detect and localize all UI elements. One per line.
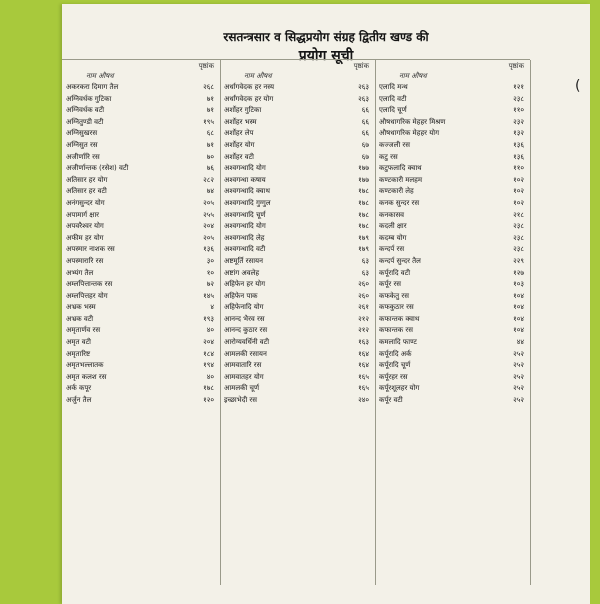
entry-name: कज्जली रस	[379, 140, 410, 149]
entry-page: १४५	[203, 291, 214, 300]
index-entry	[220, 279, 375, 291]
index-entry	[375, 82, 530, 94]
page-header: पृष्ठांक	[508, 62, 524, 70]
entry-page: १७८	[203, 384, 214, 393]
entry-name: कमलादि फाण्ट	[379, 338, 417, 347]
index-column	[220, 82, 375, 582]
index-entry	[220, 117, 375, 129]
entry-page: १७७	[358, 175, 369, 184]
entry-name: अकरकरा दिमाग तैल	[66, 83, 119, 91]
index-entry	[375, 140, 530, 152]
index-entry	[220, 140, 375, 152]
index-entry	[220, 128, 375, 140]
entry-name: अर्शोहर भस्म	[224, 117, 257, 126]
entry-name: कर्पूरादि वटी	[379, 268, 411, 277]
entry-name: अतिसार हर योग	[66, 175, 108, 184]
entry-page: २६३	[358, 83, 369, 91]
index-entry	[375, 314, 530, 326]
entry-page: १९५	[203, 117, 214, 126]
index-entry	[62, 140, 220, 152]
entry-page: ७०	[206, 152, 214, 161]
entry-name: अर्जुन तैल	[66, 396, 92, 405]
entry-name: आमवातहर योग	[224, 372, 264, 381]
entry-name: अभ्रक भस्म	[66, 303, 96, 312]
index-entry	[375, 221, 530, 233]
index-entry	[62, 337, 220, 349]
entry-page: १६५	[358, 372, 369, 381]
entry-name: कफकेतु रस	[379, 291, 409, 300]
index-column	[375, 82, 530, 582]
entry-page: २५२	[513, 361, 524, 370]
page-header: पृष्ठांक	[353, 62, 369, 70]
entry-name: कर्पूरादि चूर्ण	[379, 361, 411, 370]
index-entry	[375, 337, 530, 349]
entry-page: १२०	[203, 396, 214, 405]
index-entry	[62, 163, 220, 175]
entry-page: ६८	[206, 129, 214, 138]
index-entry	[220, 349, 375, 361]
entry-name: अभ्यंग तैल	[66, 268, 94, 277]
entry-page: १६३	[358, 338, 369, 347]
entry-page: २६३	[358, 94, 369, 103]
entry-page: २३८	[513, 94, 524, 103]
entry-name: अपस्मारारि रस	[66, 256, 104, 265]
entry-name: कटु रस	[379, 152, 398, 161]
index-column	[62, 82, 220, 582]
entry-name: कण्टकारी मलहम	[379, 175, 423, 184]
entry-page: २०५	[203, 233, 214, 242]
entry-name: अश्वगन्धादि योग	[224, 164, 266, 173]
entry-name: अजीर्णारि रस	[66, 152, 100, 161]
entry-name: अर्शोहर वटी	[224, 152, 254, 161]
entry-name: अश्वगन्धादि योग	[224, 222, 266, 231]
entry-name: अपस्मार नाशक रस	[66, 245, 115, 254]
index-entry	[62, 152, 220, 164]
index-entry	[220, 82, 375, 94]
entry-page: २१८	[513, 210, 524, 219]
index-entry	[375, 233, 530, 245]
entry-page: २०४	[203, 338, 214, 347]
entry-page: ७१	[206, 106, 214, 115]
entry-name: अपवरैश्वर योग	[66, 222, 104, 231]
entry-name: कनक सुन्दर रस	[379, 198, 420, 207]
index-entry	[62, 186, 220, 198]
index-entry	[220, 94, 375, 106]
entry-page: १७८	[358, 198, 369, 207]
index-entry	[62, 256, 220, 268]
entry-page: १७८	[358, 187, 369, 196]
entry-name: एलादि मन्थ	[379, 83, 408, 91]
index-entry	[220, 163, 375, 175]
entry-page: १६४	[358, 349, 369, 358]
column-header	[220, 60, 375, 84]
name-header: नाम औषध	[86, 72, 114, 80]
index-entry	[62, 383, 220, 395]
index-entry	[375, 94, 530, 106]
entry-page: ६७	[361, 140, 369, 149]
index-entry	[62, 82, 220, 94]
book-page	[62, 4, 590, 604]
entry-page: २२९	[513, 256, 524, 265]
entry-name: आमवातारि रस	[224, 361, 262, 370]
entry-page: ११०	[513, 164, 524, 173]
entry-name: अर्शोहर गुटिका	[224, 106, 262, 115]
index-entry	[220, 221, 375, 233]
index-entry	[220, 233, 375, 245]
index-entry	[375, 210, 530, 222]
entry-page: २५२	[513, 349, 524, 358]
entry-name: कदम्ब योग	[379, 233, 407, 242]
index-entry	[375, 372, 530, 384]
index-entry	[220, 268, 375, 280]
entry-page: १३२	[513, 129, 524, 138]
index-entry	[220, 256, 375, 268]
entry-name: कण्टकारी लेह	[379, 187, 414, 196]
index-entry	[62, 117, 220, 129]
entry-name: अश्वगन्धादि वटी	[224, 245, 266, 254]
entry-page: २६०	[358, 291, 369, 300]
entry-page: ६३	[361, 256, 369, 265]
entry-page: ३०	[206, 256, 214, 265]
entry-page: ६७	[361, 152, 369, 161]
entry-name: कन्दर्प सुन्दर तैल	[379, 256, 421, 265]
entry-page: १३६	[203, 245, 214, 254]
entry-name: कदली क्षार	[379, 222, 407, 231]
index-entry	[375, 349, 530, 361]
index-entry	[62, 314, 220, 326]
index-entry	[62, 302, 220, 314]
index-entry	[375, 302, 530, 314]
index-entry	[375, 291, 530, 303]
entry-name: आमलकी चूर्ण	[224, 384, 260, 393]
entry-name: अग्नितुण्डी वटी	[66, 117, 104, 126]
index-entry	[220, 291, 375, 303]
index-entry	[62, 325, 220, 337]
entry-name: अहिफेनादि योग	[224, 303, 264, 312]
entry-page: २१२	[358, 326, 369, 335]
entry-name: इच्छाभेदी रस	[224, 396, 258, 405]
entry-name: कफान्तक रस	[379, 326, 413, 335]
index-entry	[220, 383, 375, 395]
index-entry	[220, 186, 375, 198]
index-entry	[375, 175, 530, 187]
index-entry	[62, 349, 220, 361]
entry-page: २५२	[513, 396, 524, 405]
entry-page: १७९	[358, 245, 369, 254]
index-entry	[375, 128, 530, 140]
entry-name: औषधागरिक मेहहर योग	[379, 129, 440, 138]
index-entry	[375, 383, 530, 395]
entry-name: अमृत वटी	[66, 338, 91, 347]
page-header: पृष्ठांक	[198, 62, 214, 70]
entry-name: अग्निवर्धक वटी	[66, 106, 105, 115]
entry-page: ७४	[206, 187, 214, 196]
entry-name: अष्टांग अवलेह	[224, 268, 260, 277]
entry-page: १२७	[513, 268, 524, 277]
index-entry	[62, 395, 220, 407]
index-entry	[375, 163, 530, 175]
entry-name: अम्लपित्तहर योग	[66, 291, 108, 300]
entry-page: ६६	[361, 106, 369, 115]
index-entry	[220, 210, 375, 222]
entry-page: २१२	[358, 314, 369, 323]
entry-page: ४४	[516, 338, 524, 347]
entry-name: अश्वगन्धादि चूर्ण	[224, 210, 266, 219]
entry-page: ११०	[513, 106, 524, 115]
entry-name: अर्धागवेदक हर नस्य	[224, 83, 275, 91]
entry-name: अग्निसुत रस	[66, 140, 98, 149]
entry-page: १०	[206, 268, 214, 277]
index-entry	[375, 360, 530, 372]
entry-name: अर्धांगवेदक हर योग	[224, 94, 274, 103]
entry-name: अमृत कलश रस	[66, 372, 107, 381]
entry-name: कफकुठार रस	[379, 303, 414, 312]
entry-name: अफीम हर योग	[66, 233, 104, 242]
index-entry	[375, 268, 530, 280]
entry-page: १०२	[513, 198, 524, 207]
entry-page: ४	[210, 303, 214, 312]
index-entry	[220, 337, 375, 349]
entry-name: अम्लपित्तान्तक रस	[66, 280, 113, 289]
entry-page: २८२	[203, 175, 214, 184]
entry-name: अग्निवर्धक गुटिका	[66, 94, 112, 103]
index-entry	[375, 256, 530, 268]
index-entry	[62, 128, 220, 140]
entry-page: ७२	[206, 280, 214, 289]
index-entry	[62, 94, 220, 106]
column-header	[375, 60, 530, 84]
index-entry	[220, 105, 375, 117]
entry-page: १७९	[358, 233, 369, 242]
index-entry	[375, 105, 530, 117]
entry-page: १७८	[358, 222, 369, 231]
entry-page: १६५	[358, 384, 369, 393]
entry-page: २४०	[358, 396, 369, 405]
entry-name: अहिफेन हर योग	[224, 280, 266, 289]
entry-name: एलादि चूर्ण	[379, 106, 407, 115]
entry-name: कर्पूरादि अर्क	[379, 349, 412, 358]
entry-page: १०३	[513, 280, 524, 289]
index-entry	[62, 268, 220, 280]
entry-name: कटुफलादि क्वाथ	[379, 164, 422, 173]
entry-page: २५५	[203, 210, 214, 219]
entry-name: कर्पूरहर रस	[379, 372, 408, 381]
entry-name: कर्पूर रस	[379, 280, 402, 289]
entry-name: अनंगसुन्दर योग	[66, 198, 105, 207]
entry-name: आमलकी रसायन	[224, 349, 267, 358]
index-entry	[62, 291, 220, 303]
entry-page: १६४	[358, 361, 369, 370]
entry-page: १९३	[203, 314, 214, 323]
index-entry	[375, 325, 530, 337]
index-entry	[375, 395, 530, 407]
entry-page: १०४	[513, 314, 524, 323]
entry-name: अष्टमूर्ति रसायन	[224, 256, 264, 265]
index-entry	[62, 175, 220, 187]
entry-page: २६१	[358, 303, 369, 312]
entry-page: २३२	[513, 117, 524, 126]
entry-name: अश्वगन्धादि क्वाथ	[224, 187, 270, 196]
index-entry	[375, 152, 530, 164]
index-entry	[375, 279, 530, 291]
entry-page: ६६	[361, 117, 369, 126]
entry-page: १८४	[203, 349, 214, 358]
entry-name: कनकासव	[379, 210, 405, 219]
entry-name: अश्वगन्धादि लेह	[224, 233, 265, 242]
entry-page: ६६	[361, 129, 369, 138]
index-entry	[220, 314, 375, 326]
entry-page: ७१	[206, 94, 214, 103]
entry-page: २०४	[203, 222, 214, 231]
entry-name: आनन्द कुठार रस	[224, 326, 268, 335]
index-entry	[220, 395, 375, 407]
index-entry	[220, 360, 375, 372]
index-entry	[62, 279, 220, 291]
index-entry	[62, 372, 220, 384]
entry-page: ४०	[206, 326, 214, 335]
entry-page: ४०	[206, 372, 214, 381]
column-header	[62, 60, 220, 84]
entry-name: कफान्तक क्वाथ	[379, 314, 420, 323]
name-header: नाम औषध	[244, 72, 272, 80]
index-entry	[220, 372, 375, 384]
entry-page: २५२	[513, 384, 524, 393]
entry-page: १०४	[513, 303, 524, 312]
entry-page: २६८	[203, 83, 214, 91]
entry-name: आनन्द भैरव रस	[224, 314, 265, 323]
entry-page: १२१	[513, 83, 524, 91]
entry-page: २३८	[513, 245, 524, 254]
entry-page: १७८	[358, 210, 369, 219]
entry-name: अजीर्णान्तक (रसेश) वटी	[66, 164, 129, 173]
entry-page: १०२	[513, 187, 524, 196]
entry-page: २५२	[513, 372, 524, 381]
index-entry	[62, 244, 220, 256]
index-entry	[220, 244, 375, 256]
entry-page: १३६	[513, 152, 524, 161]
entry-page: २६०	[358, 280, 369, 289]
entry-name: कर्पूर वटी	[379, 396, 403, 405]
entry-name: अर्शोहर लेप	[224, 129, 254, 138]
entry-page: ७१	[206, 140, 214, 149]
entry-name: अमृतारिष्ट	[66, 349, 91, 358]
index-entry	[220, 152, 375, 164]
entry-page: ६३	[361, 268, 369, 277]
index-entry	[62, 360, 220, 372]
entry-page: ७६	[206, 164, 214, 173]
entry-name: एलादि वटी	[379, 94, 407, 103]
section-title: प्रयोग सूची	[298, 48, 354, 64]
entry-name: अश्वगन्धा कषाय	[224, 175, 266, 184]
entry-page: १७७	[358, 164, 369, 173]
entry-name: अग्निसुखरस	[66, 129, 98, 138]
index-entry	[62, 198, 220, 210]
entry-page: १३६	[513, 140, 524, 149]
entry-page: १०४	[513, 291, 524, 300]
entry-page: २०५	[203, 198, 214, 207]
index-entry	[375, 186, 530, 198]
index-entry	[62, 210, 220, 222]
index-entry	[375, 117, 530, 129]
index-entry	[375, 244, 530, 256]
index-entry	[220, 325, 375, 337]
entry-name: कर्पूरशूलहर योग	[379, 384, 420, 393]
index-entry	[62, 233, 220, 245]
entry-page: २३८	[513, 233, 524, 242]
entry-page: २३८	[513, 222, 524, 231]
entry-page: १०२	[513, 175, 524, 184]
entry-page: १०४	[513, 326, 524, 335]
index-entry	[375, 198, 530, 210]
entry-name: औषधागरिक मेहहर मिश्रण	[379, 117, 446, 126]
side-mark: (	[575, 78, 581, 94]
index-entry	[62, 221, 220, 233]
index-entry	[220, 198, 375, 210]
column-divider	[530, 60, 531, 585]
entry-name: अहिफेन पाक	[224, 291, 258, 300]
index-entry	[220, 175, 375, 187]
entry-name: अर्क कपूर	[66, 384, 92, 393]
entry-name: अतिसार हर वटी	[66, 187, 107, 196]
entry-name: अमृतभल्लातक	[66, 361, 104, 370]
index-entry	[220, 302, 375, 314]
entry-name: आरोग्यवर्धिनी वटी	[224, 338, 270, 347]
entry-page: १९४	[203, 361, 214, 370]
entry-name: अभ्रक वटी	[66, 314, 94, 323]
book-title: रसतन्त्रसार व सिद्धप्रयोग संग्रह द्वितीय खण्ड की	[223, 30, 429, 44]
entry-name: कन्दर्प रस	[379, 245, 405, 254]
entry-name: अर्शोहर योग	[224, 140, 255, 149]
entry-name: अश्वगन्धादि गुग्गुल	[224, 198, 271, 207]
entry-name: अमृतार्णव रस	[66, 326, 101, 335]
name-header: नाम औषध	[399, 72, 427, 80]
index-entry	[62, 105, 220, 117]
entry-name: अपामार्ग क्षार	[66, 210, 99, 219]
